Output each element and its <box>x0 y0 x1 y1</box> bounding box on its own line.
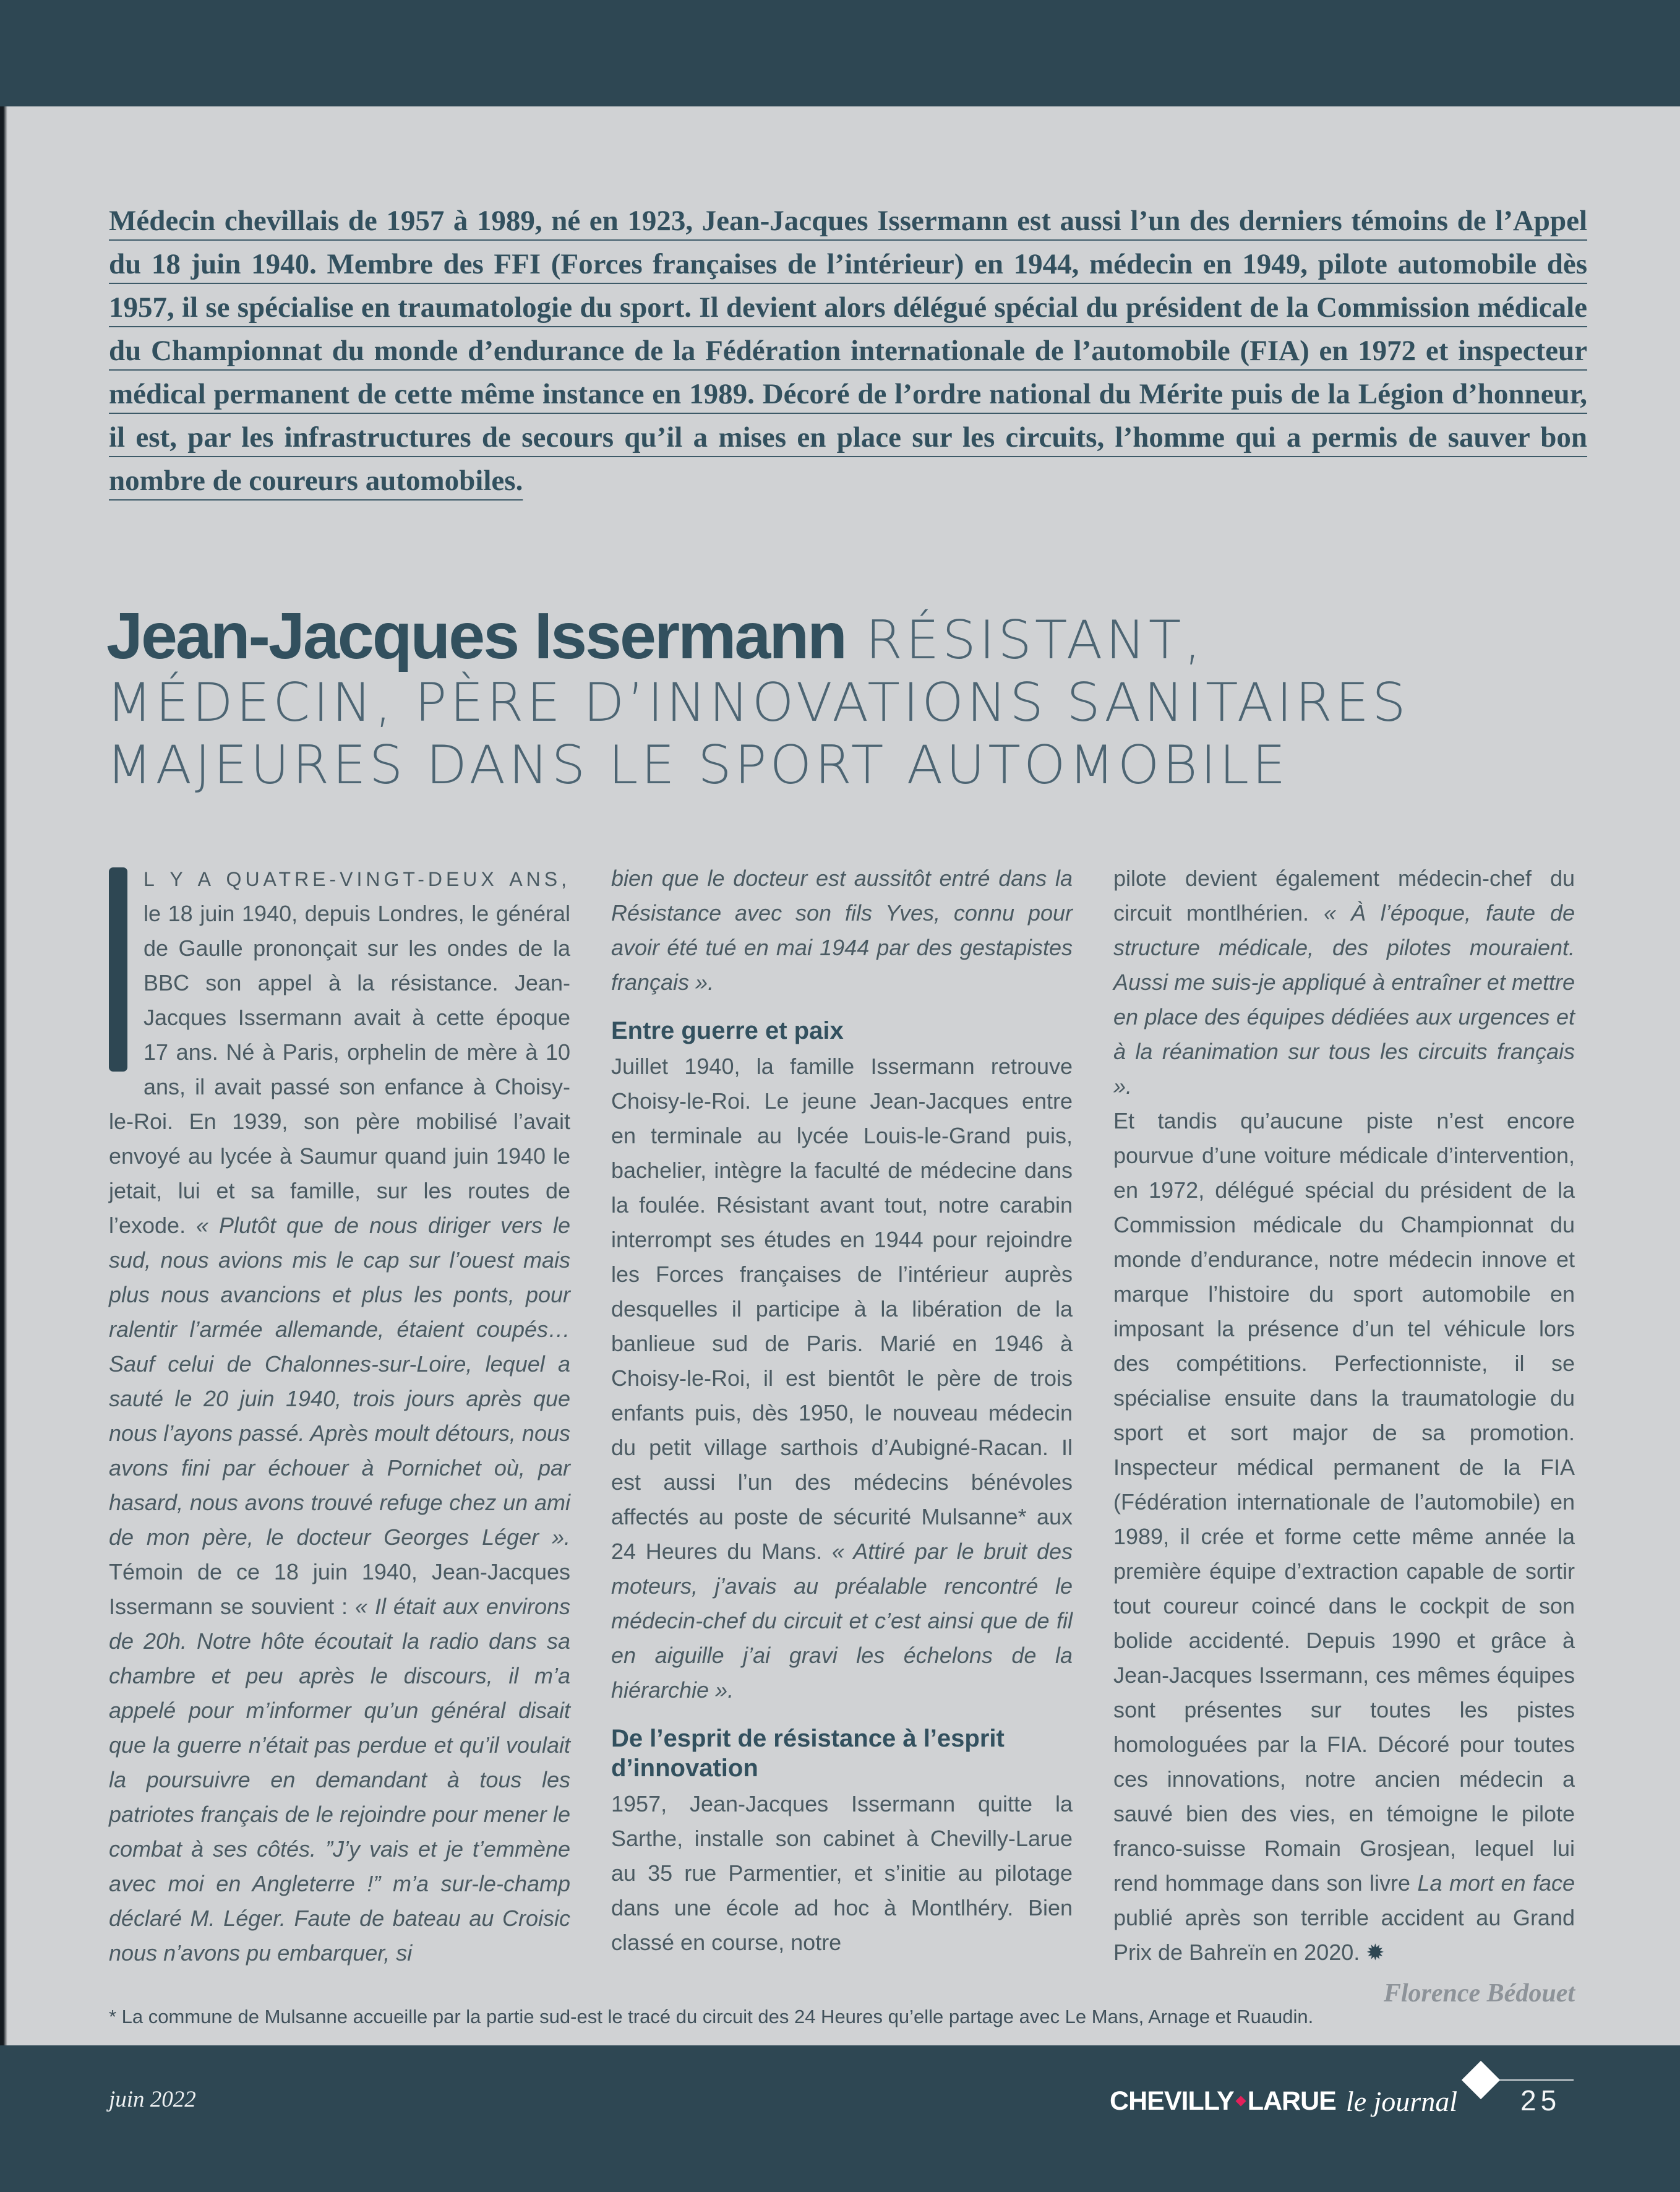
top-bar <box>0 0 1680 106</box>
headline-subtitle-line-1: RÉSISTANT, <box>845 609 1204 671</box>
footer-rule <box>1498 2079 1574 2081</box>
headline-subtitle-line-3: MAJEURES DANS LE SPORT AUTOMOBILE <box>106 734 1289 796</box>
headline <box>106 601 1603 797</box>
author-credit: Florence Bédouet <box>1383 1979 1575 2008</box>
footer-bar <box>0 2045 1680 2192</box>
article-paragraph: 1957, Jean-Jacques Issermann quitte la Sarthe, installe son cabinet à Chevilly-Larue au 35 rue Parmentier, et s’initie au pilotage dans une école ad hoc à Montlhéry. Bien classé en course, notre <box>611 1791 1073 1955</box>
article-column-1 <box>109 861 570 1981</box>
page-spine-shadow <box>0 106 7 2045</box>
footer-date: juin 2022 <box>109 2087 196 2112</box>
brand-diamond-icon <box>1235 2096 1246 2107</box>
section-heading: Entre guerre et paix <box>611 1017 844 1044</box>
journal-brand <box>1110 2084 1457 2118</box>
brand-larue: LARUE <box>1247 2086 1336 2116</box>
article-paragraph: Et tandis qu’aucune piste n’est encore pourvue d’une voiture médicale d’intervention, en 1972, délégué spécial du président de la Commission médicale du Championnat du monde d’endurance, notre médecin innove et marque l’histoire du sport automobile en imposant la présence d’un tel véhicule lors des compétitions. Perfectionniste, il se spécialise ensuite dans la traumatologie du sport et sort major de sa promotion. Inspecteur médical permanent de la FIA (Fédération internationale de l’automobile) en 1989, il crée et forme cette même année la première équipe d’extraction capable de sortir tout coureur coincé dans le cockpit de son bolide accidenté. Depuis 1990 et grâce à Jean-Jacques Issermann, ces mêmes équipes sont présentes sur toutes les pistes homologuées par la FIA. Décoré pour toutes ces innovations, notre ancien médecin a sauvé bien des vies, en témoigne le pilote franco-suisse Romain Grosjean, lequel lui rend hommage dans son livre La mort en face publié après son terrible accident au Grand Prix de Bahreïn en 2020. ✹ <box>1113 1108 1575 1965</box>
section-heading: De l’esprit de résistance à l’esprit d’innovation <box>611 1725 1005 1782</box>
article-column-2 <box>611 861 1073 1981</box>
article-column-3 <box>1113 861 1575 2008</box>
article-paragraph: bien que le docteur est aussitôt entré dans la Résistance avec son fils Yves, connu pour avoir été tué en mai 1944 par des gestapistes français ». <box>611 866 1073 995</box>
article-columns <box>109 861 1576 2008</box>
brand-chevilly: CHEVILLY <box>1110 2086 1234 2116</box>
footnote: * La commune de Mulsanne accueille par la partie sud-est le tracé du circuit des 24 Heures qu’elle partage avec Le Mans, Arnage et Ruaudin. <box>109 2006 1314 2027</box>
article-paragraph: pilote devient également médecin-chef du circuit montlhérien. « À l’époque, faute de structure médicale, des pilotes mouraient. Aussi me suis-je appliqué à entraîner et mettre en place des équipes dédiées aux urgences et à la réanimation sur tous les circuits français ». <box>1113 866 1575 1099</box>
headline-name: Jean-Jacques Issermann <box>106 600 846 673</box>
page-number: 25 <box>1520 2084 1561 2117</box>
drop-cap-letter-i <box>109 867 127 1072</box>
intro-paragraph: Médecin chevillais de 1957 à 1989, né en 1923, Jean-Jacques Issermann est aussi l’un des derniers témoins de l’Appel du 18 juin 1940. Membre des FFI (Forces françaises de l’intérieur) en 1944, médecin en 1949, pilote automobile dès 1957, il se spécialise en traumatologie du sport. Il devient alors délégué spécial du président de la Commission médicale du Championnat du monde d’endurance de la Fédération internationale de l’automobile (FIA) en 1972 et inspecteur médical permanent de cette même instance en 1989. Décoré de l’ordre national du Mérite puis de la Légion d’honneur, il est, par les infrastructures de secours qu’il a mises en place sur les circuits, l’homme qui a permis de sauver bon nombre de coureurs automobiles. <box>109 205 1587 497</box>
article-paragraph: L Y A QUATRE-VINGT-DEUX ANS, le 18 juin 1940, depuis Londres, le général de Gaulle prononçait sur les ondes de la BBC son appel à la résistance. Jean- Jacques Issermann avait à cette époque 17 ans. Né à Paris, orphelin de mère à 10 ans, il avait passé son enfance à Choisy-le-Roi. En 1939, son père mobilisé l’avait envoyé au lycée à Saumur quand juin 1940 le jetait, lui et sa famille, sur les routes de l’exode. « Plutôt que de nous diriger vers le sud, nous avions mis le cap sur l’ouest mais plus nous avancions et plus les ponts, pour ralentir l’armée allemande, étaient coupés… Sauf celui de Chalonnes-sur-Loire, lequel a sauté le 20 juin 1940, trois jours après que nous l’ayons passé. Après moult détours, nous avons fini par échouer à Pornichet où, par hasard, nous avons trouvé refuge chez un ami de mon père, le docteur Georges Léger ». Témoin de ce 18 juin 1940, Jean-Jacques Issermann se souvient : « Il était aux environs de 20h. Notre hôte écoutait la radio dans sa chambre et peu après le discours, il m’a appelé pour m’informer qu’un général disait que la guerre n’était pas perdue et qu’il voulait la poursuivre en demandant à tous les patriotes français de le rejoindre pour mener le combat à ses côtés. ”J’y vais et je t’emmène avec moi en Angleterre !” m’a sur-le-champ déclaré M. Léger. Faute de bateau au Croisic nous n’avons pu embarquer, si <box>109 868 570 1966</box>
article-paragraph: Juillet 1940, la famille Issermann retrouve Choisy-le-Roi. Le jeune Jean-Jacques entre en terminale au lycée Louis-le-Grand puis, bachelier, intègre la faculté de médecine dans la foulée. Résistant avant tout, notre carabin interrompt ses études en 1944 pour rejoindre les Forces françaises de l’intérieur auprès desquelles il participe à la libération de la banlieue sud de Paris. Marié en 1946 à Choisy-le-Roi, il est bientôt le père de trois enfants puis, dès 1950, le nouveau médecin du petit village sarthois d’Aubigné-Racan. Il est aussi l’un des médecins bénévoles affectés au poste de sécurité Mulsanne* aux 24 Heures du Mans. « Attiré par le bruit des moteurs, j’avais au préalable rencontré le médecin-chef du circuit et c’est ainsi que de fil en aiguille j’ai gravi les échelons de la hiérarchie ». <box>611 1054 1073 1703</box>
headline-subtitle-line-2: MÉDECIN, PÈRE D’INNOVATIONS SANITAIRES <box>106 672 1409 734</box>
brand-le-journal: le journal <box>1345 2085 1457 2117</box>
